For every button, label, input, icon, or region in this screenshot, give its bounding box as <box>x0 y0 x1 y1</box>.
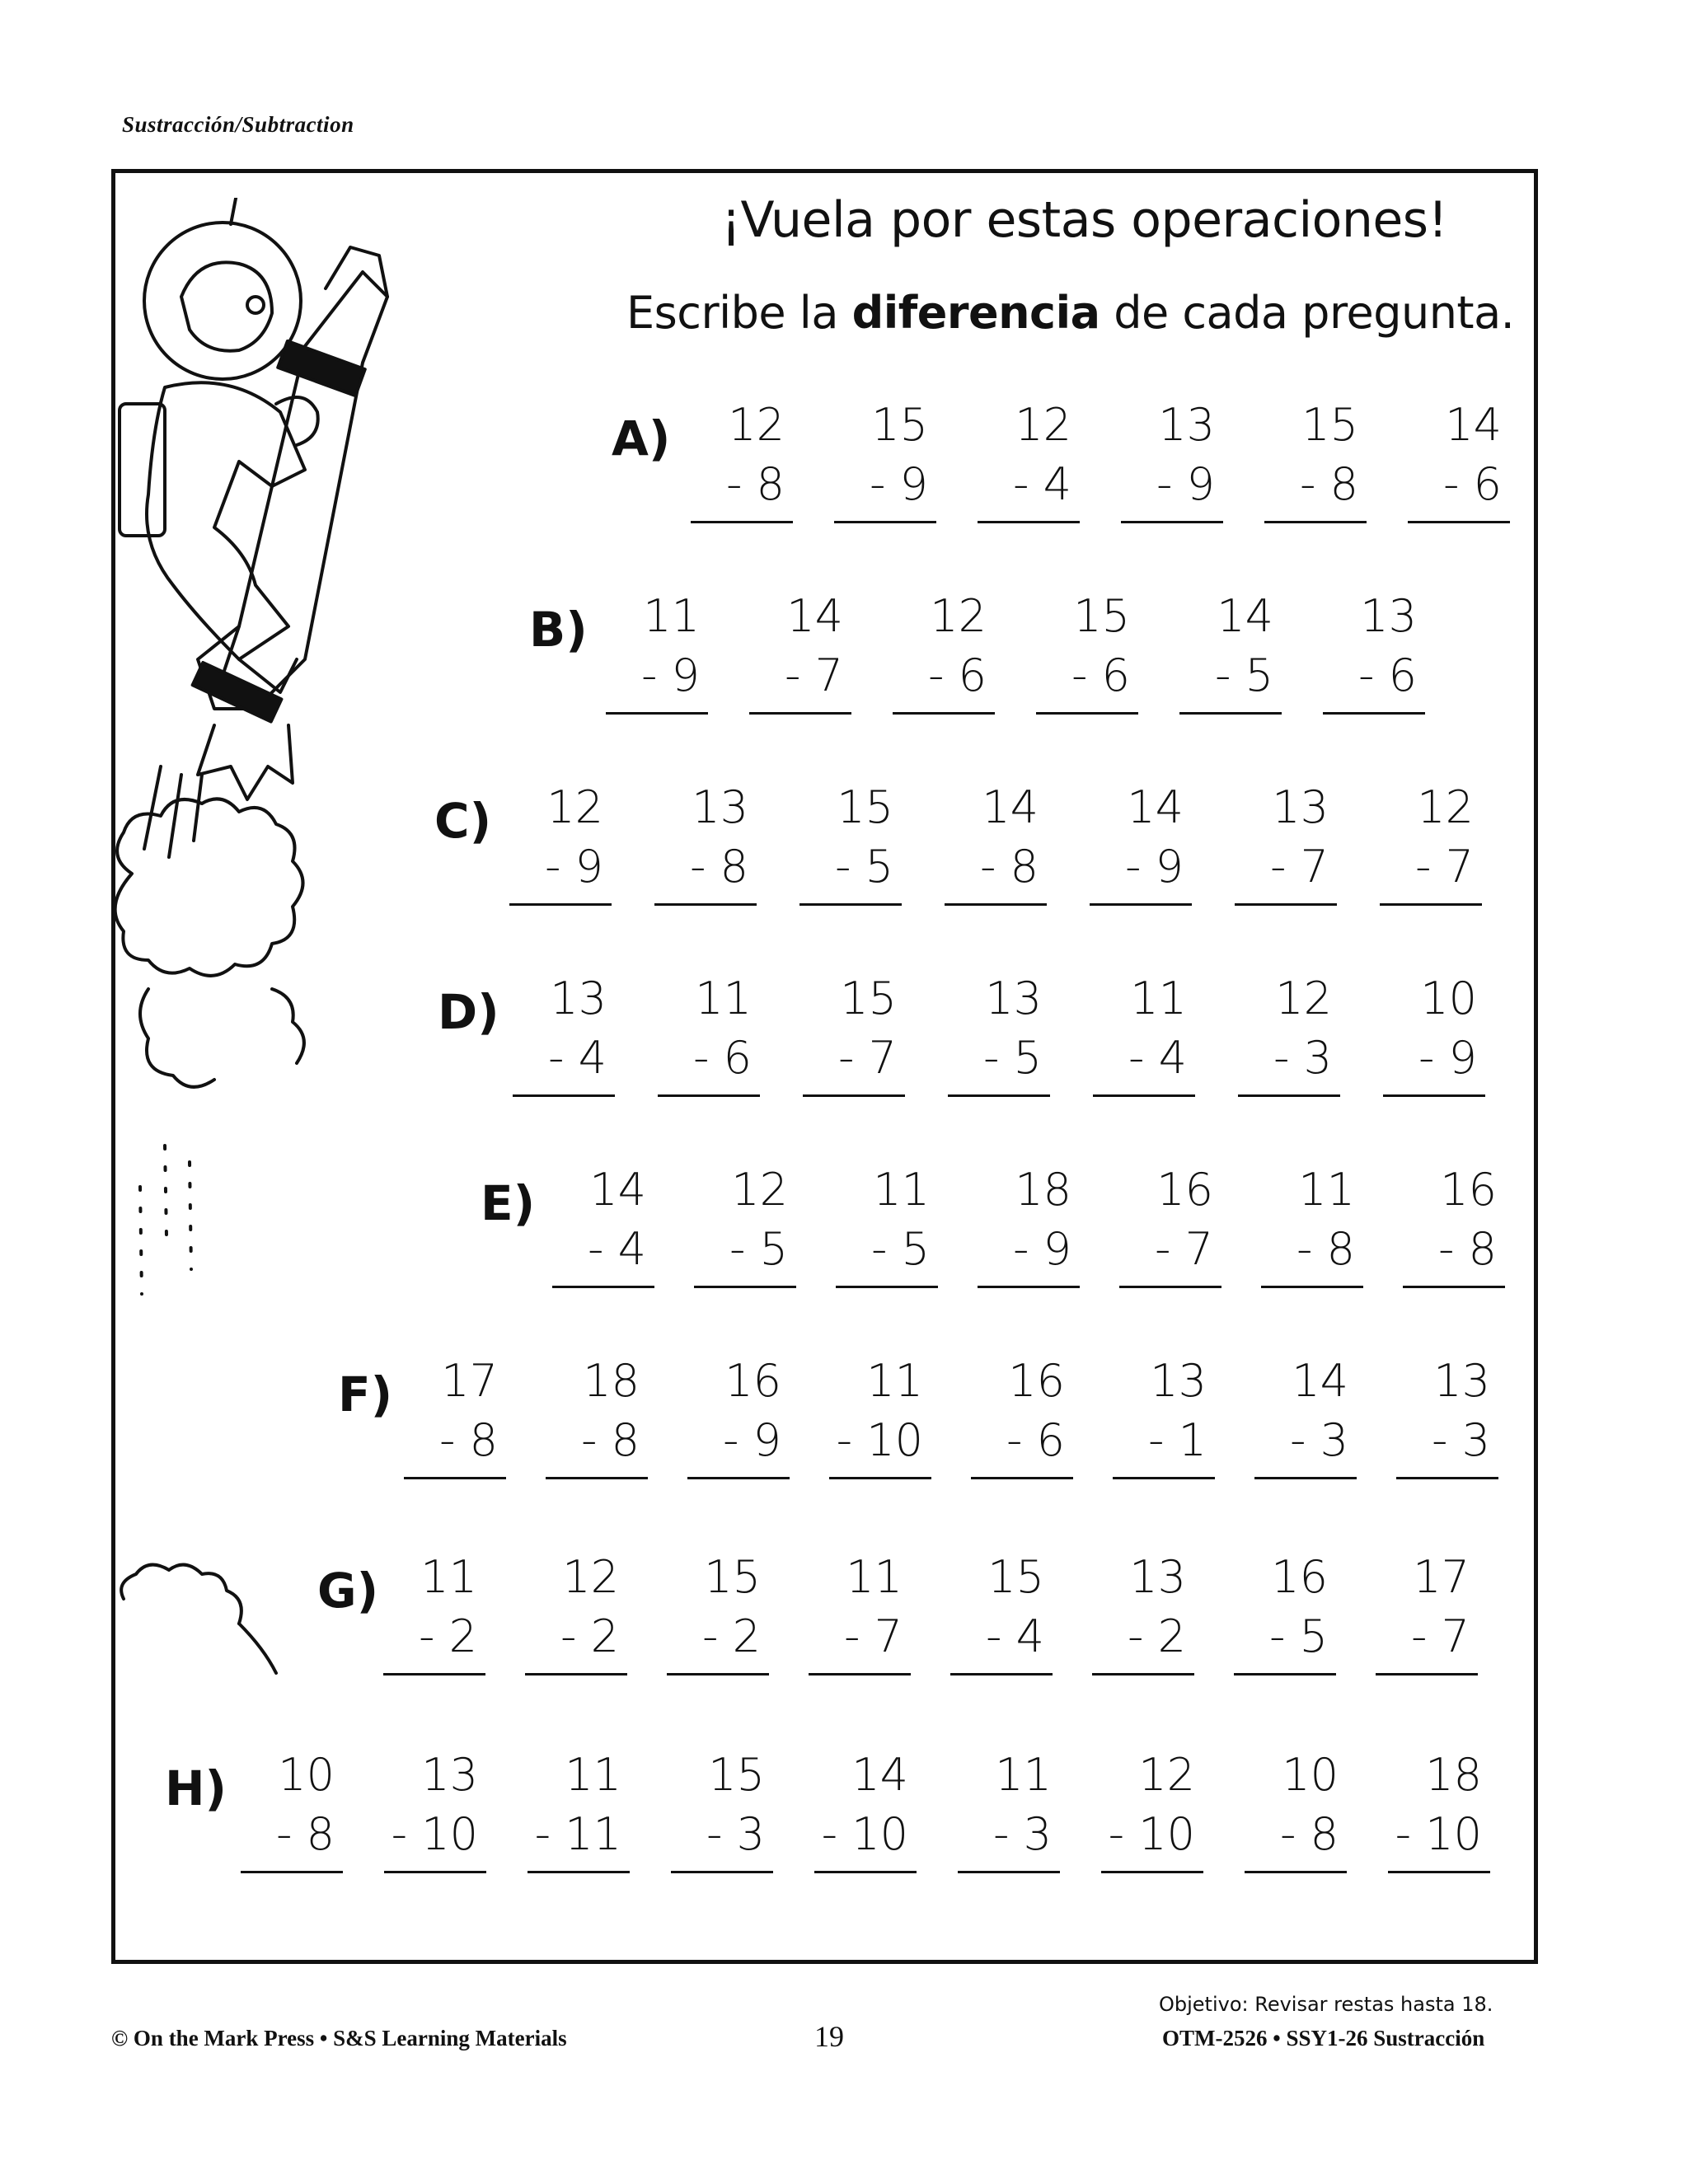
answer-line[interactable] <box>1093 1094 1195 1097</box>
minuend: 13 <box>421 1749 478 1801</box>
subtraction-problem <box>1121 396 1223 523</box>
subtrahend: - 8 <box>1279 1808 1339 1860</box>
subtraction-problem <box>829 1352 931 1479</box>
minuend: 12 <box>546 781 603 833</box>
subtrahend: - 10 <box>1108 1808 1195 1860</box>
minuend: 14 <box>1127 781 1184 833</box>
minuend: 10 <box>1282 1749 1339 1801</box>
minuend: 16 <box>1156 1164 1213 1216</box>
row-label: C) <box>434 793 492 849</box>
subtraction-problem <box>978 396 1080 523</box>
row-label: F) <box>338 1366 393 1422</box>
subtrahend: - 8 <box>580 1414 640 1466</box>
minuend: 12 <box>1015 399 1071 451</box>
subtraction-problem <box>552 1160 654 1288</box>
subtrahend: - 2 <box>1127 1610 1186 1662</box>
section-header: Sustracción/Subtraction <box>122 112 354 137</box>
answer-line[interactable] <box>1396 1477 1498 1479</box>
subtraction-problem <box>1090 778 1192 906</box>
answer-line[interactable] <box>384 1871 486 1873</box>
subtraction-problem <box>241 1746 343 1873</box>
subtraction-problem <box>1092 1548 1194 1675</box>
minuend: 14 <box>1217 590 1273 642</box>
subtraction-problem <box>546 1352 648 1479</box>
answer-line[interactable] <box>513 1094 615 1097</box>
minuend: 16 <box>1440 1164 1497 1216</box>
subtraction-problem <box>525 1548 627 1675</box>
answer-line[interactable] <box>893 712 995 715</box>
answer-line[interactable] <box>546 1477 648 1479</box>
subtrahend: - 5 <box>982 1032 1042 1084</box>
subtraction-problem <box>978 1160 1080 1288</box>
subtraction-problem <box>1376 1548 1478 1675</box>
subtraction-problem <box>1238 969 1340 1097</box>
answer-line[interactable] <box>1235 903 1337 906</box>
minuend: 11 <box>866 1355 923 1407</box>
answer-line[interactable] <box>803 1094 905 1097</box>
answer-line[interactable] <box>509 903 612 906</box>
answer-line[interactable] <box>1376 1673 1478 1675</box>
subtrahend: - 6 <box>1357 649 1417 701</box>
subtraction-problem <box>606 587 708 715</box>
answer-line[interactable] <box>1245 1871 1347 1873</box>
subtraction-problem <box>814 1746 917 1873</box>
minuend: 14 <box>982 781 1039 833</box>
minuend: 16 <box>724 1355 781 1407</box>
subtraction-problem <box>1380 778 1482 906</box>
subtrahend: - 6 <box>692 1032 752 1084</box>
minuend: 15 <box>708 1749 765 1801</box>
subtraction-problem <box>836 1160 938 1288</box>
answer-line[interactable] <box>1119 1286 1221 1288</box>
subtraction-problem <box>384 1746 486 1873</box>
subtrahend: - 5 <box>834 841 893 893</box>
subtrahend: - 3 <box>706 1808 765 1860</box>
subtrahend: - 9 <box>1156 458 1215 510</box>
minuend: 13 <box>1360 590 1417 642</box>
worksheet-instruction: Escribe la diferencia de cada pregunta. <box>626 287 1515 339</box>
answer-line[interactable] <box>606 712 708 715</box>
subtrahend: - 8 <box>438 1414 498 1466</box>
minuend: 13 <box>1129 1551 1186 1603</box>
subtraction-problem <box>1093 969 1195 1097</box>
subtrahend: - 5 <box>870 1223 930 1275</box>
subtraction-problem <box>945 778 1047 906</box>
minuend: 11 <box>846 1551 903 1603</box>
subtrahend: - 9 <box>1012 1223 1071 1275</box>
minuend: 12 <box>728 399 785 451</box>
row-label: E) <box>481 1175 536 1231</box>
subtrahend: - 3 <box>1273 1032 1332 1084</box>
minuend: 11 <box>695 972 752 1024</box>
subtrahend: - 4 <box>1012 458 1071 510</box>
subtrahend: - 8 <box>1437 1223 1497 1275</box>
subtrahend: - 8 <box>1299 458 1358 510</box>
answer-line[interactable] <box>667 1673 769 1675</box>
minuend: 15 <box>1073 590 1130 642</box>
minuend: 13 <box>985 972 1042 1024</box>
minuend: 13 <box>692 781 748 833</box>
minuend: 15 <box>871 399 928 451</box>
subtraction-problem <box>749 587 851 715</box>
subtraction-problem <box>893 587 995 715</box>
answer-line[interactable] <box>1380 903 1482 906</box>
subtrahend: - 6 <box>927 649 987 701</box>
answer-line[interactable] <box>799 903 902 906</box>
minuend: 10 <box>1420 972 1477 1024</box>
subtrahend: - 7 <box>1269 841 1329 893</box>
subtraction-problem <box>1396 1352 1498 1479</box>
page-number: 19 <box>814 2020 844 2053</box>
answer-line[interactable] <box>671 1871 773 1873</box>
answer-line[interactable] <box>829 1477 931 1479</box>
subtrahend: - 4 <box>985 1610 1044 1662</box>
answer-line[interactable] <box>654 903 757 906</box>
subtraction-problem <box>1101 1746 1203 1873</box>
row-label: B) <box>529 602 588 658</box>
answer-line[interactable] <box>1408 521 1510 523</box>
subtraction-problem <box>513 969 615 1097</box>
subtraction-problem <box>950 1548 1053 1675</box>
answer-line[interactable] <box>978 1286 1080 1288</box>
answer-line[interactable] <box>945 903 1047 906</box>
minuend: 15 <box>1301 399 1358 451</box>
subtraction-problem <box>1245 1746 1347 1873</box>
answer-line[interactable] <box>1113 1477 1215 1479</box>
subtraction-problem <box>971 1352 1073 1479</box>
answer-line[interactable] <box>1121 521 1223 523</box>
answer-line[interactable] <box>1234 1673 1336 1675</box>
answer-line[interactable] <box>978 521 1080 523</box>
subtraction-problem <box>1383 969 1485 1097</box>
subtrahend: - 5 <box>729 1223 788 1275</box>
subtrahend: - 8 <box>275 1808 335 1860</box>
subtrahend: - 2 <box>701 1610 761 1662</box>
subtraction-problem <box>654 778 757 906</box>
answer-line[interactable] <box>834 521 936 523</box>
minuend: 17 <box>1413 1551 1470 1603</box>
answer-line[interactable] <box>1090 903 1192 906</box>
answer-line[interactable] <box>1264 521 1367 523</box>
answer-line[interactable] <box>948 1094 1050 1097</box>
minuend: 14 <box>589 1164 646 1216</box>
minuend: 11 <box>420 1551 477 1603</box>
subtrahend: - 4 <box>587 1223 646 1275</box>
subtraction-problem <box>1234 1548 1336 1675</box>
subtrahend: - 3 <box>992 1808 1052 1860</box>
subtrahend: - 4 <box>1128 1032 1187 1084</box>
subtrahend: - 4 <box>547 1032 607 1084</box>
minuend: 11 <box>1298 1164 1355 1216</box>
subtrahend: - 7 <box>1414 841 1474 893</box>
subtrahend: - 5 <box>1214 649 1273 701</box>
subtraction-problem <box>799 778 902 906</box>
answer-line[interactable] <box>749 712 851 715</box>
answer-line[interactable] <box>241 1871 343 1873</box>
minuend: 15 <box>837 781 893 833</box>
subtrahend: - 8 <box>725 458 785 510</box>
answer-line[interactable] <box>404 1477 506 1479</box>
subtraction-problem <box>694 1160 796 1288</box>
subtrahend: - 7 <box>1410 1610 1470 1662</box>
answer-line[interactable] <box>1179 712 1282 715</box>
minuend: 17 <box>441 1355 498 1407</box>
subtraction-problem <box>809 1548 911 1675</box>
subtrahend: - 6 <box>1442 458 1502 510</box>
answer-line[interactable] <box>658 1094 760 1097</box>
subtrahend: - 3 <box>1289 1414 1348 1466</box>
minuend: 12 <box>562 1551 619 1603</box>
minuend: 14 <box>786 590 843 642</box>
row-label: H) <box>165 1760 227 1816</box>
answer-line[interactable] <box>383 1673 485 1675</box>
minuend: 14 <box>1292 1355 1348 1407</box>
subtrahend: - 1 <box>1147 1414 1207 1466</box>
worksheet-title: ¡Vuela por estas operaciones! <box>721 191 1448 249</box>
subtrahend: - 9 <box>640 649 700 701</box>
answer-line[interactable] <box>950 1673 1053 1675</box>
answer-line[interactable] <box>1254 1477 1357 1479</box>
row-label: D) <box>438 984 499 1040</box>
answer-line[interactable] <box>1383 1094 1485 1097</box>
subtrahend: - 9 <box>1124 841 1184 893</box>
subtrahend: - 10 <box>1395 1808 1482 1860</box>
subtrahend: - 10 <box>391 1808 478 1860</box>
subtrahend: - 3 <box>1431 1414 1490 1466</box>
subtrahend: - 2 <box>560 1610 619 1662</box>
subtrahend: - 10 <box>821 1808 908 1860</box>
minuend: 13 <box>1433 1355 1490 1407</box>
subtraction-problem <box>803 969 905 1097</box>
subtrahend: - 6 <box>1071 649 1130 701</box>
subtraction-problem <box>1254 1352 1357 1479</box>
subtrahend: - 7 <box>843 1610 903 1662</box>
subtraction-problem <box>1403 1160 1505 1288</box>
minuend: 18 <box>1425 1749 1482 1801</box>
answer-line[interactable] <box>1388 1871 1490 1873</box>
minuend: 10 <box>278 1749 335 1801</box>
minuend: 15 <box>704 1551 761 1603</box>
subtrahend: - 5 <box>1268 1610 1328 1662</box>
minuend: 13 <box>550 972 607 1024</box>
subtraction-problem <box>658 969 760 1097</box>
subtrahend: - 9 <box>869 458 928 510</box>
objective-text: Objetivo: Revisar restas hasta 18. <box>1159 1993 1493 2016</box>
minuend: 15 <box>987 1551 1044 1603</box>
minuend: 13 <box>1158 399 1215 451</box>
answer-line[interactable] <box>958 1871 1060 1873</box>
subtrahend: - 7 <box>1154 1223 1213 1275</box>
subtraction-problem <box>687 1352 790 1479</box>
subtraction-problem <box>671 1746 773 1873</box>
answer-line[interactable] <box>809 1673 911 1675</box>
subtrahend: - 8 <box>1296 1223 1355 1275</box>
answer-line[interactable] <box>1323 712 1425 715</box>
subtraction-problem <box>1179 587 1282 715</box>
answer-line[interactable] <box>1261 1286 1363 1288</box>
subtraction-problem <box>404 1352 506 1479</box>
answer-line[interactable] <box>814 1871 917 1873</box>
minuend: 12 <box>930 590 987 642</box>
minuend: 13 <box>1272 781 1329 833</box>
subtraction-problem <box>1119 1160 1221 1288</box>
subtraction-problem <box>1408 396 1510 523</box>
subtrahend: - 6 <box>1006 1414 1065 1466</box>
minuend: 18 <box>583 1355 640 1407</box>
minuend: 12 <box>1138 1749 1195 1801</box>
subtraction-problem <box>1036 587 1138 715</box>
answer-line[interactable] <box>1092 1673 1194 1675</box>
subtraction-problem <box>834 396 936 523</box>
answer-line[interactable] <box>552 1286 654 1288</box>
row-label: A) <box>612 410 671 466</box>
minuend: 11 <box>873 1164 930 1216</box>
answer-line[interactable] <box>694 1286 796 1288</box>
subtrahend: - 8 <box>689 841 748 893</box>
subtraction-problem <box>667 1548 769 1675</box>
minuend: 11 <box>995 1749 1052 1801</box>
minuend: 12 <box>1275 972 1332 1024</box>
answer-line[interactable] <box>836 1286 938 1288</box>
subtraction-problem <box>948 969 1050 1097</box>
answer-line[interactable] <box>1238 1094 1340 1097</box>
astronaut-rocket-illustration <box>115 198 437 1764</box>
answer-line[interactable] <box>1036 712 1138 715</box>
subtraction-problem <box>958 1746 1060 1873</box>
minuend: 11 <box>643 590 700 642</box>
minuend: 14 <box>851 1749 908 1801</box>
row-label: G) <box>317 1563 379 1619</box>
answer-line[interactable] <box>1403 1286 1505 1288</box>
subtrahend: - 7 <box>784 649 843 701</box>
subtrahend: - 9 <box>1418 1032 1477 1084</box>
minuend: 14 <box>1445 399 1502 451</box>
subtraction-problem <box>528 1746 630 1873</box>
subtraction-problem <box>1264 396 1367 523</box>
subtrahend: - 11 <box>534 1808 621 1860</box>
subtrahend: - 10 <box>836 1414 923 1466</box>
subtraction-problem <box>691 396 793 523</box>
answer-line[interactable] <box>1101 1871 1203 1873</box>
minuend: 15 <box>840 972 897 1024</box>
minuend: 16 <box>1008 1355 1065 1407</box>
answer-line[interactable] <box>525 1673 627 1675</box>
minuend: 11 <box>565 1749 621 1801</box>
answer-line[interactable] <box>691 521 793 523</box>
minuend: 11 <box>1130 972 1187 1024</box>
minuend: 16 <box>1271 1551 1328 1603</box>
instruction-emphasis: diferencia <box>851 287 1100 339</box>
subtrahend: - 9 <box>544 841 603 893</box>
subtrahend: - 9 <box>722 1414 781 1466</box>
subtrahend: - 2 <box>418 1610 477 1662</box>
answer-line[interactable] <box>971 1477 1073 1479</box>
product-code: OTM-2526 • SSY1-26 Sustracción <box>1162 2026 1485 2050</box>
subtraction-problem <box>509 778 612 906</box>
subtraction-problem <box>1261 1160 1363 1288</box>
subtraction-problem <box>1323 587 1425 715</box>
answer-line[interactable] <box>528 1871 630 1873</box>
subtraction-problem <box>383 1548 485 1675</box>
minuend: 12 <box>1417 781 1474 833</box>
minuend: 12 <box>731 1164 788 1216</box>
subtrahend: - 8 <box>979 841 1039 893</box>
copyright-text: © On the Mark Press • S&S Learning Materials <box>111 2026 567 2050</box>
subtraction-problem <box>1235 778 1337 906</box>
minuend: 18 <box>1015 1164 1071 1216</box>
answer-line[interactable] <box>687 1477 790 1479</box>
minuend: 13 <box>1150 1355 1207 1407</box>
subtrahend: - 7 <box>837 1032 897 1084</box>
subtraction-problem <box>1113 1352 1215 1479</box>
subtraction-problem <box>1388 1746 1490 1873</box>
